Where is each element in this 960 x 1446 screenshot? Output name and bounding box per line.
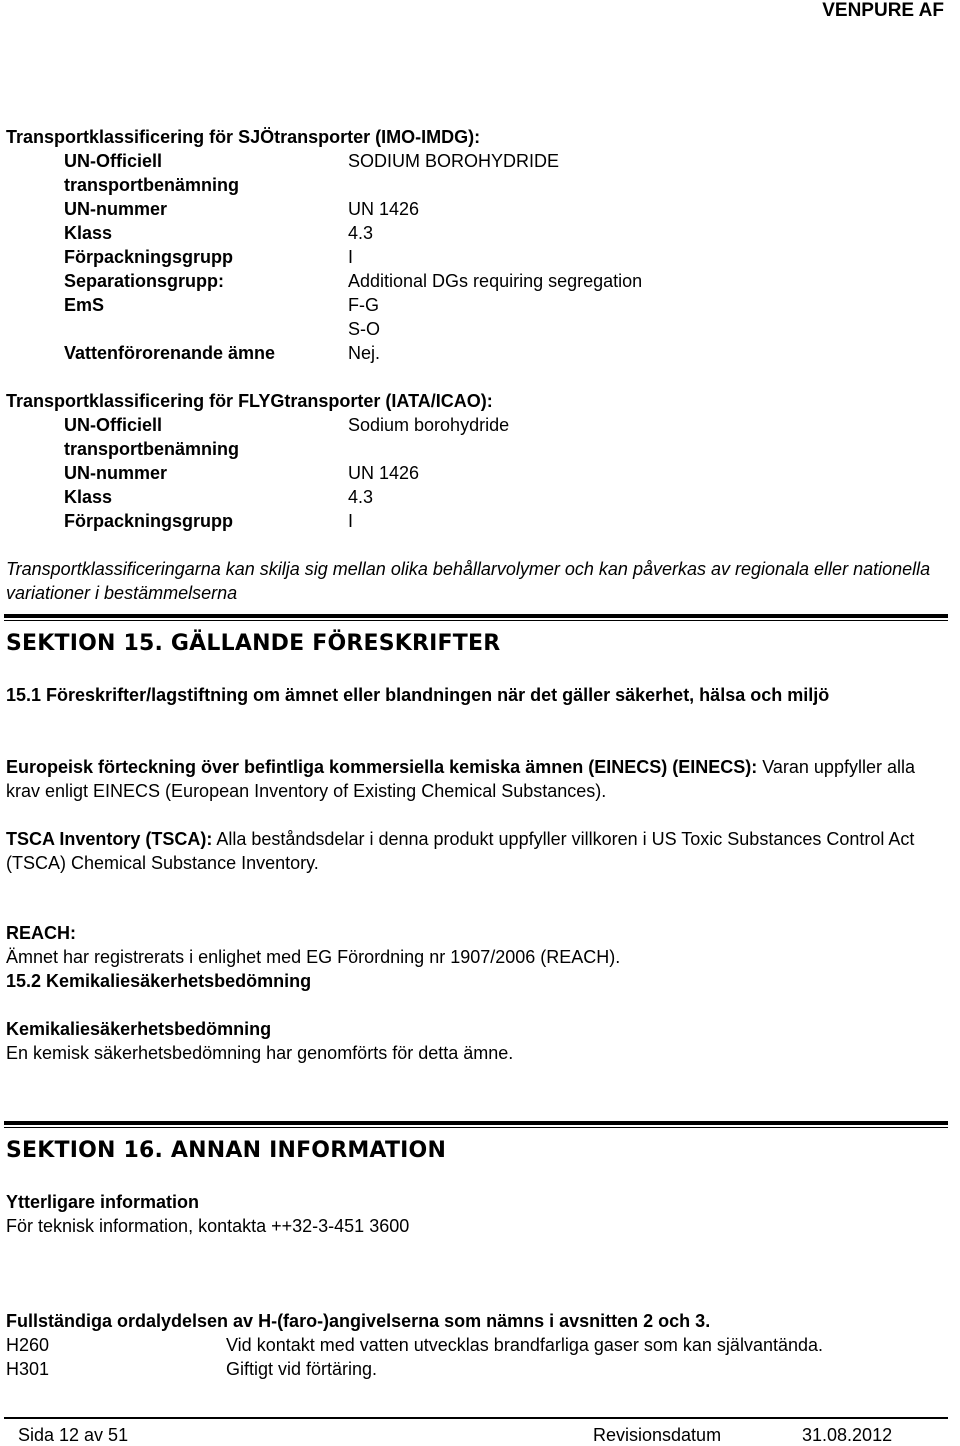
section-divider-thin — [4, 1127, 948, 1128]
sea-value: UN 1426 — [348, 199, 420, 219]
section-divider — [4, 614, 948, 618]
page-number: Sida 12 av 51 — [18, 1425, 129, 1445]
air-label: Förpackningsgrupp — [64, 511, 234, 531]
sea-label: Vattenförorenande ämne — [64, 343, 276, 363]
section-divider — [4, 1121, 948, 1125]
sea-label: UN-Officiell — [64, 151, 163, 171]
sea-label: Separationsgrupp: — [64, 271, 225, 291]
air-label: UN-Officiell — [64, 415, 163, 435]
tsca-text: Alla beståndsdelar i denna produkt uppfyller villkoren i US Toxic Substances Control Act (TSCA) Chemical Substance Inventory. — [6, 829, 915, 873]
sea-value: 4.3 — [348, 223, 374, 243]
revision-date: 31.08.2012 — [802, 1425, 893, 1445]
sea-transport-title: Transportklassificering för SJÖtransporter (IMO-IMDG): — [6, 127, 481, 147]
air-transport-title: Transportklassificering för FLYGtransporter (IATA/ICAO): — [6, 391, 493, 411]
section-15-1-heading: 15.1 Föreskrifter/lagstiftning om ämnet eller blandningen när det gäller säkerhet, hälsa och miljö — [6, 685, 830, 705]
csa-label: Kemikaliesäkerhetsbedömning — [6, 1019, 272, 1039]
transport-note: Transportklassificeringarna kan skilja sig mellan olika behållarvolymer och kan påverkas av regionala eller nationella variationer i bestämmelserna — [6, 559, 931, 603]
einecs-paragraph — [6, 755, 944, 803]
h-statement-code: H301 — [6, 1359, 50, 1379]
air-label: Klass — [64, 487, 113, 507]
sea-label: transportbenämning — [64, 175, 240, 195]
einecs-text: Varan uppfyller alla krav enligt EINECS (European Inventory of Existing Chemical Substances). — [6, 757, 915, 801]
reach-text: Ämnet har registrerats i enlighet med EG Förordning nr 1907/2006 (REACH). — [6, 947, 621, 967]
sea-value: F-G — [348, 295, 379, 315]
sea-value: I — [348, 247, 354, 267]
csa-text: En kemisk säkerhetsbedömning har genomförts för detta ämne. — [6, 1043, 514, 1063]
sea-label: EmS — [64, 295, 105, 315]
sea-value: Additional DGs requiring segregation — [348, 271, 643, 291]
air-label: transportbenämning — [64, 439, 240, 459]
sea-value: S-O — [348, 319, 381, 339]
tsca-label: TSCA Inventory (TSCA): — [6, 829, 213, 849]
sea-label: UN-nummer — [64, 199, 168, 219]
air-label: UN-nummer — [64, 463, 168, 483]
section-15-heading: SEKTION 15. GÄLLANDE FÖRESKRIFTER — [6, 631, 501, 656]
section-16-heading: SEKTION 16. ANNAN INFORMATION — [6, 1138, 447, 1163]
h-statement-text: Giftigt vid förtäring. — [226, 1359, 378, 1379]
revision-label: Revisionsdatum — [593, 1425, 722, 1445]
air-value: UN 1426 — [348, 463, 420, 483]
info-label: Ytterligare information — [6, 1192, 200, 1212]
h-statement-code: H260 — [6, 1335, 50, 1355]
air-value: I — [348, 511, 354, 531]
air-value: 4.3 — [348, 487, 374, 507]
einecs-label: Europeisk förteckning över befintliga kommersiella kemiska ämnen (EINECS) (EINECS): — [6, 757, 758, 777]
tsca-paragraph — [6, 827, 944, 875]
section-15-2-heading: 15.2 Kemikaliesäkerhetsbedömning — [6, 971, 312, 991]
sea-value: SODIUM BOROHYDRIDE — [348, 151, 560, 171]
sea-value: Nej. — [348, 343, 381, 363]
footer-rule — [4, 1417, 948, 1419]
sea-label: Klass — [64, 223, 113, 243]
reach-label: REACH: — [6, 923, 76, 943]
company-name: VENPURE AF — [822, 0, 944, 21]
info-text: För teknisk information, kontakta ++32-3-451 3600 — [6, 1216, 410, 1236]
air-value: Sodium borohydride — [348, 415, 510, 435]
h-statement-text: Vid kontakt med vatten utvecklas brandfarliga gaser som kan självantända. — [226, 1335, 824, 1355]
h-statements-title: Fullständiga ordalydelsen av H-(faro-)angivelserna som nämns i avsnitten 2 och 3. — [6, 1311, 711, 1331]
section-divider-thin — [4, 620, 948, 621]
sea-label: Förpackningsgrupp — [64, 247, 234, 267]
